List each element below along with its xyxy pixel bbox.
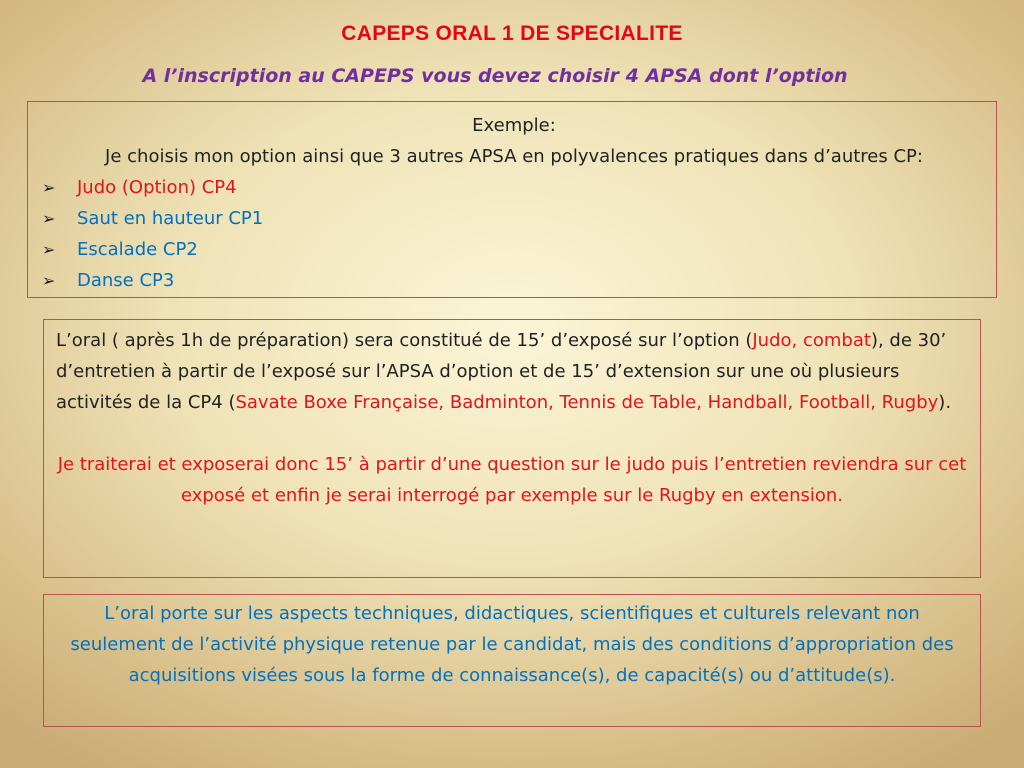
list-item-label: Judo (Option) CP4 <box>77 177 237 198</box>
paragraph-spacer <box>56 418 968 449</box>
apsa-list <box>42 172 986 296</box>
arrow-bullet-icon: ➢ <box>42 271 56 290</box>
list-item <box>42 265 986 296</box>
slide-subtitle: A l’inscription au CAPEPS vous devez choisir 4 APSA dont l’option <box>142 65 848 87</box>
cp4-activities: Savate Boxe Française, Badminton, Tennis de Table, Handball, Football, Rugby <box>235 392 939 413</box>
arrow-bullet-icon: ➢ <box>42 209 56 228</box>
list-item <box>42 172 986 203</box>
oral-text-part3: ). <box>938 392 952 413</box>
example-heading: Exemple: <box>472 115 556 136</box>
example-box <box>27 101 997 298</box>
oral-plan: Je traiterai et exposerai donc 15’ à partir d’une question sur le judo puis l’entretien reviendra sur cet exposé et enfin je serai interrogé par exemple sur le Rugby en extension. <box>57 454 967 506</box>
oral-text-part2: ), de 30’ d’entretien à partir de l’exposé sur l’APSA d’option et de 15’ d’extension sur une où plusieurs activités de la CP4 ( <box>56 330 947 413</box>
list-item <box>42 203 986 234</box>
slide-title: CAPEPS ORAL 1 DE SPECIALITE <box>341 22 683 45</box>
arrow-bullet-icon: ➢ <box>42 178 56 197</box>
list-item-label: Saut en hauteur CP1 <box>77 208 264 229</box>
oral-text-part1: L’oral ( après 1h de préparation) sera constitué de 15’ d’exposé sur l’option ( <box>56 330 753 351</box>
oral-scope-box <box>43 594 981 727</box>
arrow-bullet-icon: ➢ <box>42 240 56 259</box>
oral-description <box>56 325 968 418</box>
list-item-label: Escalade CP2 <box>77 239 198 260</box>
example-intro: Je choisis mon option ainsi que 3 autres APSA en polyvalences pratiques dans d’autres CP: <box>105 146 923 167</box>
list-item-label: Danse CP3 <box>77 270 175 291</box>
list-item <box>42 234 986 265</box>
oral-box <box>43 319 981 578</box>
oral-scope-text: L’oral porte sur les aspects techniques, didactiques, scientifiques et culturels relevant non seulement de l’activité physique retenue par le candidat, mais des conditions d’appropriation des acquisitions visées sous la forme de connaissance(s), de capacité(s) ou d’attitude(s). <box>70 603 954 686</box>
option-activity: Judo, combat <box>752 330 871 351</box>
